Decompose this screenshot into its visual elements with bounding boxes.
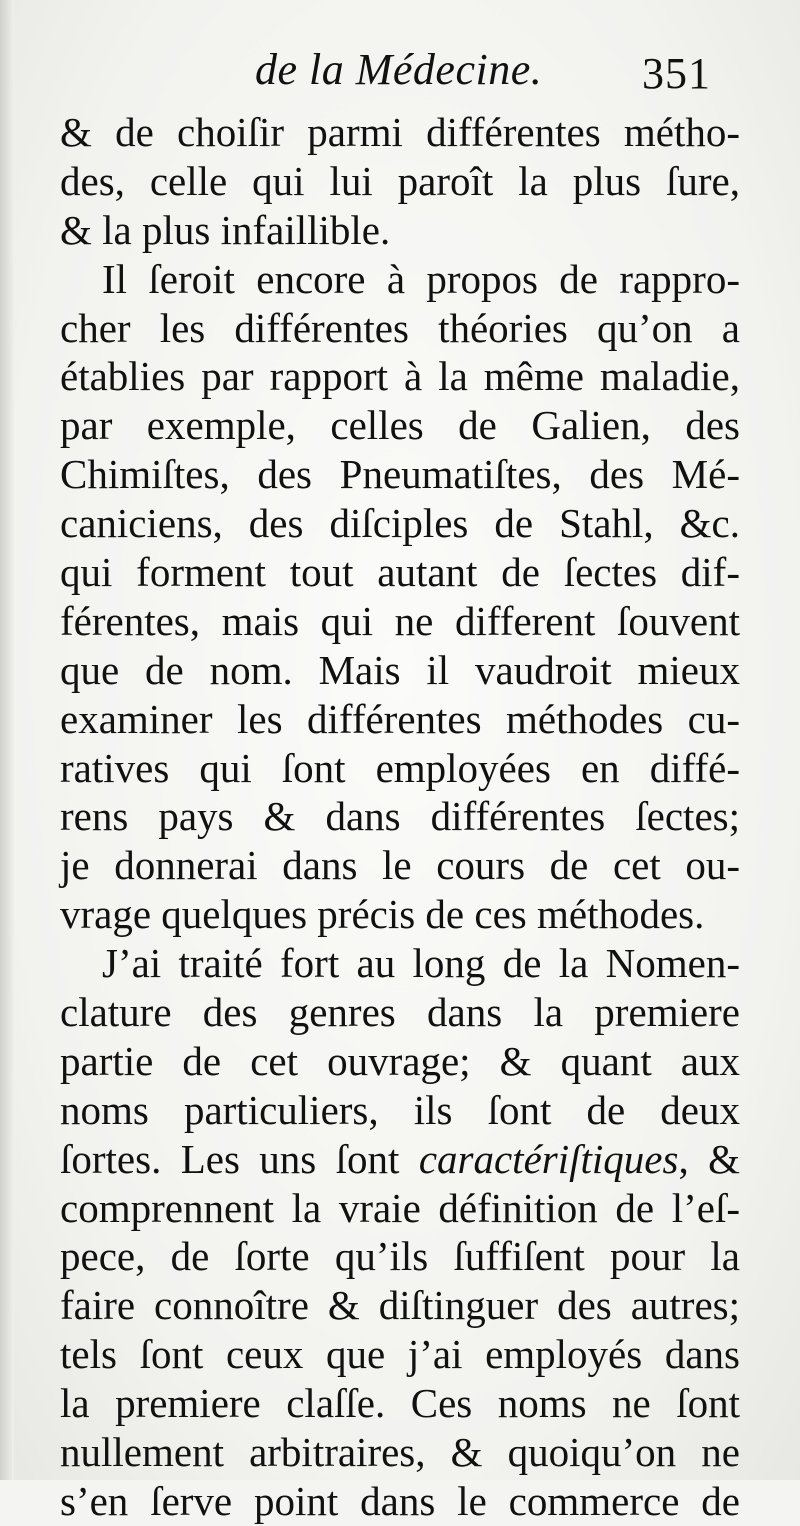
italic-term: caractériſtiques [418,1135,679,1182]
page-header [0,44,800,104]
body-text [60,108,740,1526]
text-line: que de nom. Mais il vaudroit mieux [60,646,740,693]
page-number: 351 [642,49,711,98]
text-segment: ſortes. Les uns ſont [60,1135,400,1182]
running-title: de la Médecine. [255,45,543,94]
text-line: vrage quelques précis de ces méthodes. [60,891,705,938]
text-line: noms particuliers, ils ſont de deux [60,1086,740,1133]
text-line: férentes, mais qui ne different ſouvent [60,597,740,644]
text-line: ratives qui ſont employées en diffé- [60,744,740,791]
text-line: établies par rapport à la même maladie, [60,353,740,400]
text-line: nullement arbitraires, & quoiqu’on ne [60,1429,740,1476]
text-line: cher les différentes théories qu’on a [60,304,740,351]
paragraph-start-line: J’ai traité fort au long de la Nomen- [102,940,740,987]
text-line-mixed [60,1135,740,1184]
text-line: caniciens, des diſciples de Stahl, &c. [60,500,740,547]
text-line: je donnerai dans le cours de cet ou- [60,842,740,889]
text-line: la premiere claſſe. Ces noms ne ſont [60,1380,740,1427]
text-line: clature des genres dans la premiere [60,989,740,1036]
text-line: par exemple, celles de Galien, des [60,402,740,449]
text-line: & la plus infaillible. [60,206,391,253]
text-line: des, celle qui lui paroît la plus ſure, [60,157,740,204]
page-gutter-shadow [0,0,14,1480]
paragraph-start-line: Il ſeroit encore à propos de rappro- [102,255,740,302]
text-line: tels ſont ceux que j’ai employés dans [60,1331,740,1378]
text-line: qui forment tout autant de ſectes dif- [60,549,740,596]
text-line: & de choiſir parmi différentes métho- [60,109,740,155]
text-line: Chimiſtes, des Pneumatiſtes, des Mé- [60,451,740,498]
text-segment: , & [678,1135,740,1182]
text-line: pece, de ſorte qu’ils ſuffiſent pour la [60,1233,740,1280]
text-line: s’en ſerve point dans le commerce de [60,1477,740,1524]
text-line: rens pays & dans différentes ſectes; [60,793,740,840]
text-line: faire connoître & diſtinguer des autres; [60,1282,740,1329]
text-line: comprennent la vraie définition de l’eſ- [60,1184,740,1231]
text-line: partie de cet ouvrage; & quant aux [60,1037,740,1084]
text-line: examiner les différentes méthodes cu- [60,695,740,742]
